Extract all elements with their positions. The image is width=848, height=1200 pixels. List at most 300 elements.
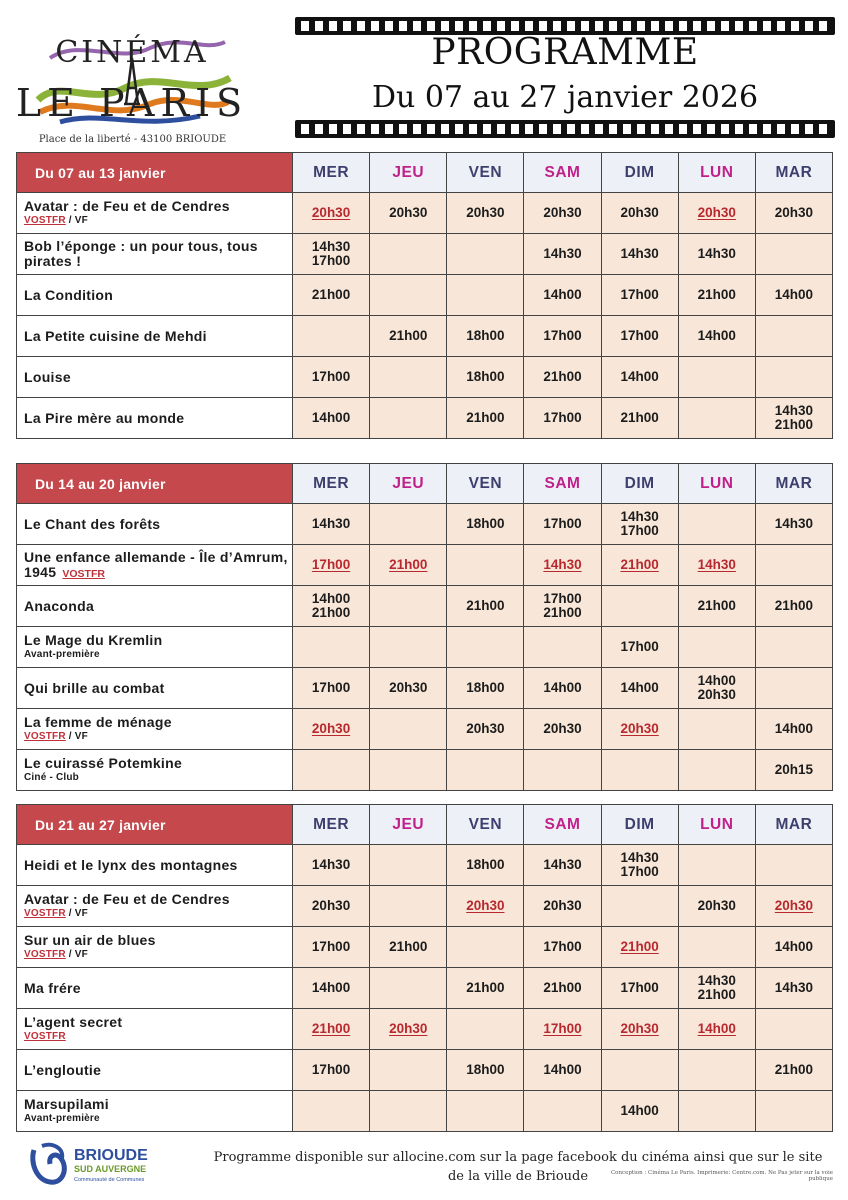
day-header-sam: SAM xyxy=(524,464,601,504)
showtime-cell-dim xyxy=(601,927,678,968)
showtime: 14h00 xyxy=(620,680,659,695)
cinema-le-paris-logo xyxy=(15,18,249,136)
showtime: 18h00 xyxy=(466,369,505,384)
showtime-cell-lun xyxy=(678,316,755,357)
vostfr-label: VOSTFR xyxy=(24,949,66,960)
day-header-ven: VEN xyxy=(447,464,524,504)
showtime: 14h30 xyxy=(620,509,659,524)
showtime-cell-ven xyxy=(447,845,524,886)
showtime-cell-mar xyxy=(755,1091,832,1132)
showtime-cell-jeu xyxy=(370,886,447,927)
showtime-cell-ven xyxy=(447,586,524,627)
showtime-cell-lun xyxy=(678,545,755,586)
film-title: Marsupilami xyxy=(24,1096,109,1112)
schedule-table-week-2 xyxy=(16,463,833,791)
day-header-lun: LUN xyxy=(678,805,755,845)
film-title: Le cuirassé Potemkine xyxy=(24,755,183,771)
film-title: Avatar : de Feu et de Cendres xyxy=(24,891,230,907)
showtime-vostfr: 21h00 xyxy=(620,939,659,954)
showtime-cell-jeu xyxy=(370,545,447,586)
day-header-mar: MAR xyxy=(755,464,832,504)
showtime-cell-dim xyxy=(601,627,678,668)
showtime-cell-sam xyxy=(524,968,601,1009)
showtime-cell-sam xyxy=(524,886,601,927)
showtime-cell-mer xyxy=(293,316,370,357)
showtime: 14h30 xyxy=(774,516,814,531)
showtime: 14h00 xyxy=(311,591,351,606)
showtime-cell-sam xyxy=(524,357,601,398)
film-row xyxy=(17,357,833,398)
showtime-vostfr: 21h00 xyxy=(311,1021,351,1036)
showtime-vostfr: 20h30 xyxy=(620,721,659,736)
showtime: 21h00 xyxy=(697,987,736,1002)
showtime-cell-mer xyxy=(293,709,370,750)
showtime-cell-mer xyxy=(293,927,370,968)
showtime: 14h00 xyxy=(697,673,736,688)
vf-label: / VF xyxy=(65,731,88,742)
showtime-cell-lun xyxy=(678,1009,755,1050)
film-row xyxy=(17,750,833,791)
showtime-cell-dim xyxy=(601,586,678,627)
showtime: 21h00 xyxy=(774,417,814,432)
film-cell xyxy=(17,886,293,927)
day-header-mar: MAR xyxy=(755,805,832,845)
showtime-cell-ven xyxy=(447,193,524,234)
showtime-cell-jeu xyxy=(370,709,447,750)
showtime-cell-jeu xyxy=(370,845,447,886)
showtime-cell-mar xyxy=(755,886,832,927)
showtime-cell-mer xyxy=(293,968,370,1009)
showtime-cell-jeu xyxy=(370,968,447,1009)
showtime-cell-ven xyxy=(447,504,524,545)
showtime-cell-sam xyxy=(524,193,601,234)
week-period-label: Du 14 au 20 janvier xyxy=(17,464,293,504)
week-period-label: Du 21 au 27 janvier xyxy=(17,805,293,845)
film-cell xyxy=(17,709,293,750)
showtime: 17h00 xyxy=(620,287,659,302)
showtime-cell-mar xyxy=(755,750,832,791)
film-cell xyxy=(17,504,293,545)
showtime-cell-sam xyxy=(524,627,601,668)
showtime-cell-sam xyxy=(524,275,601,316)
showtime: 20h30 xyxy=(543,205,582,220)
showtime-cell-dim xyxy=(601,1050,678,1091)
showtime-cell-jeu xyxy=(370,316,447,357)
showtime: 18h00 xyxy=(466,328,505,343)
day-header-dim: DIM xyxy=(601,464,678,504)
showtime-cell-mar xyxy=(755,927,832,968)
showtime-cell-mar xyxy=(755,968,832,1009)
showtime-cell-mar xyxy=(755,709,832,750)
showtime-cell-sam xyxy=(524,1091,601,1132)
showtime: 14h00 xyxy=(311,410,351,425)
showtime-cell-sam xyxy=(524,398,601,439)
showtime: 14h00 xyxy=(543,1062,582,1077)
showtime-cell-jeu xyxy=(370,927,447,968)
showtime-cell-mar xyxy=(755,1009,832,1050)
showtime-cell-sam xyxy=(524,709,601,750)
showtime: 17h00 xyxy=(543,410,582,425)
film-row xyxy=(17,193,833,234)
day-header-mer: MER xyxy=(293,805,370,845)
film-row xyxy=(17,586,833,627)
film-cell xyxy=(17,845,293,886)
vostfr-label: VOSTFR xyxy=(24,215,66,226)
showtime: 14h30 xyxy=(311,516,351,531)
showtime-cell-mar xyxy=(755,193,832,234)
showtime-cell-jeu xyxy=(370,1091,447,1132)
showtime: 14h30 xyxy=(697,973,736,988)
showtime-cell-mer xyxy=(293,398,370,439)
film-cell xyxy=(17,750,293,791)
schedule-header-row xyxy=(17,805,833,845)
showtime-cell-sam xyxy=(524,504,601,545)
showtime-vostfr: 21h00 xyxy=(389,557,428,572)
showtime: 17h00 xyxy=(620,864,659,879)
film-row xyxy=(17,234,833,275)
showtime-cell-ven xyxy=(447,750,524,791)
showtime-cell-mar xyxy=(755,234,832,275)
showtime: 14h30 xyxy=(697,246,736,261)
showtime: 14h30 xyxy=(543,246,582,261)
showtime-cell-jeu xyxy=(370,1009,447,1050)
showtime-cell-lun xyxy=(678,357,755,398)
showtime: 20h30 xyxy=(543,898,582,913)
showtime-cell-lun xyxy=(678,886,755,927)
showtime-cell-mar xyxy=(755,357,832,398)
showtime: 20h30 xyxy=(697,898,736,913)
film-cell xyxy=(17,668,293,709)
showtime-cell-sam xyxy=(524,1009,601,1050)
showtime-cell-sam xyxy=(524,1050,601,1091)
footer-credits: Conception : Cinéma Le Paris. Imprimerie: Centre.com. Ne Pas jeter sur la voie publique xyxy=(610,1170,833,1182)
showtime-cell-ven xyxy=(447,545,524,586)
day-header-mar: MAR xyxy=(755,153,832,193)
showtime: 17h00 xyxy=(543,939,582,954)
showtime-cell-jeu xyxy=(370,1050,447,1091)
day-header-sam: SAM xyxy=(524,153,601,193)
showtime-cell-sam xyxy=(524,586,601,627)
film-row xyxy=(17,1050,833,1091)
film-title: Qui brille au combat xyxy=(24,679,165,696)
film-title: La Pire mère au monde xyxy=(24,409,185,426)
showtime-vostfr: 14h30 xyxy=(543,557,582,572)
showtime-vostfr: 20h30 xyxy=(311,721,351,736)
film-row xyxy=(17,1091,833,1132)
showtime: 14h00 xyxy=(774,287,814,302)
svg-text:CINÉMA: CINÉMA xyxy=(55,35,209,70)
vf-label: / VF xyxy=(65,908,88,919)
showtime: 14h30 xyxy=(311,239,351,254)
showtime-cell-mar xyxy=(755,627,832,668)
film-title: La femme de ménage xyxy=(24,714,172,730)
showtime-cell-lun xyxy=(678,1050,755,1091)
screening-note: Ciné - Club xyxy=(24,772,79,783)
showtime-cell-mer xyxy=(293,357,370,398)
showtime-cell-mer xyxy=(293,668,370,709)
showtime: 21h00 xyxy=(311,605,351,620)
schedule-header-row xyxy=(17,153,833,193)
showtime: 17h00 xyxy=(620,639,659,654)
showtime-cell-mer xyxy=(293,504,370,545)
showtime: 21h00 xyxy=(466,410,505,425)
showtime-cell-sam xyxy=(524,668,601,709)
showtime: 21h00 xyxy=(697,287,736,302)
showtime: 20h30 xyxy=(620,205,659,220)
showtime-cell-ven xyxy=(447,668,524,709)
showtime: 17h00 xyxy=(311,1062,351,1077)
showtime-cell-ven xyxy=(447,357,524,398)
vostfr-label: VOSTFR xyxy=(24,908,66,919)
showtime-cell-sam xyxy=(524,750,601,791)
showtime: 14h00 xyxy=(620,369,659,384)
film-title: Avatar : de Feu et de Cendres xyxy=(24,198,230,214)
showtime: 14h30 xyxy=(620,850,659,865)
showtime-cell-dim xyxy=(601,357,678,398)
week-period-label: Du 07 au 13 janvier xyxy=(17,153,293,193)
showtime: 20h30 xyxy=(543,721,582,736)
showtime: 17h00 xyxy=(543,516,582,531)
showtime-cell-mer xyxy=(293,886,370,927)
showtime: 17h00 xyxy=(543,328,582,343)
showtime-cell-ven xyxy=(447,968,524,1009)
showtime-cell-lun xyxy=(678,193,755,234)
showtime-cell-dim xyxy=(601,750,678,791)
film-title: Le Chant des forêts xyxy=(24,515,161,532)
showtime-cell-mar xyxy=(755,845,832,886)
showtime-cell-dim xyxy=(601,845,678,886)
film-title: L’engloutie xyxy=(24,1061,102,1078)
showtime-cell-jeu xyxy=(370,627,447,668)
showtime-vostfr: 20h30 xyxy=(697,205,736,220)
film-cell xyxy=(17,1050,293,1091)
version-note xyxy=(24,1031,292,1043)
version-note xyxy=(24,908,292,920)
showtime-cell-ven xyxy=(447,234,524,275)
showtime-cell-dim xyxy=(601,275,678,316)
schedule-body xyxy=(17,464,833,791)
showtime: 14h00 xyxy=(774,721,814,736)
film-cell xyxy=(17,627,293,668)
day-header-jeu: JEU xyxy=(370,464,447,504)
showtime-cell-dim xyxy=(601,234,678,275)
showtime-cell-mar xyxy=(755,398,832,439)
showtime-cell-dim xyxy=(601,668,678,709)
film-row xyxy=(17,927,833,968)
film-row xyxy=(17,709,833,750)
showtime: 14h30 xyxy=(543,857,582,872)
showtime-cell-sam xyxy=(524,545,601,586)
showtime-cell-sam xyxy=(524,927,601,968)
showtime: 14h00 xyxy=(543,680,582,695)
schedule-table-week-3 xyxy=(16,804,833,1132)
showtime-cell-ven xyxy=(447,1050,524,1091)
film-row xyxy=(17,275,833,316)
showtime-cell-ven xyxy=(447,398,524,439)
showtime-cell-lun xyxy=(678,709,755,750)
showtime-cell-mer xyxy=(293,1009,370,1050)
showtime-cell-mar xyxy=(755,504,832,545)
showtime-cell-lun xyxy=(678,398,755,439)
showtime-cell-dim xyxy=(601,398,678,439)
showtime-cell-dim xyxy=(601,193,678,234)
showtime: 21h00 xyxy=(311,287,351,302)
showtime: 17h00 xyxy=(620,328,659,343)
schedule-header-row xyxy=(17,464,833,504)
showtime: 21h00 xyxy=(389,939,428,954)
film-row xyxy=(17,845,833,886)
showtime: 14h00 xyxy=(543,287,582,302)
showtime-cell-ven xyxy=(447,927,524,968)
showtime-cell-mar xyxy=(755,545,832,586)
showtime: 18h00 xyxy=(466,516,505,531)
showtime: 14h00 xyxy=(311,980,351,995)
showtime: 14h30 xyxy=(774,980,814,995)
svg-text:LE PARIS: LE PARIS xyxy=(15,81,249,125)
showtime-cell-ven xyxy=(447,1091,524,1132)
schedule-body xyxy=(17,805,833,1132)
showtime: 21h00 xyxy=(389,328,428,343)
film-title: Une enfance allemande - Île d’Amrum, 1945 xyxy=(24,548,288,580)
showtime-cell-jeu xyxy=(370,750,447,791)
showtime-cell-dim xyxy=(601,1091,678,1132)
showtime-cell-dim xyxy=(601,709,678,750)
showtime: 21h00 xyxy=(774,598,814,613)
showtime-vostfr: 21h00 xyxy=(620,557,659,572)
showtime: 14h30 xyxy=(311,857,351,872)
film-cell xyxy=(17,234,293,275)
showtime: 14h30 xyxy=(620,246,659,261)
showtime-cell-sam xyxy=(524,234,601,275)
vostfr-label: VOSTFR xyxy=(62,567,105,580)
film-row xyxy=(17,668,833,709)
showtime-cell-lun xyxy=(678,927,755,968)
film-title: Le Mage du Kremlin xyxy=(24,632,163,648)
showtime-cell-lun xyxy=(678,1091,755,1132)
film-title: Ma frére xyxy=(24,979,81,996)
showtime-cell-mar xyxy=(755,275,832,316)
showtime-cell-jeu xyxy=(370,504,447,545)
showtime: 20h30 xyxy=(389,680,428,695)
film-title: Anaconda xyxy=(24,597,95,614)
film-cell xyxy=(17,275,293,316)
showtime-cell-dim xyxy=(601,504,678,545)
showtime-cell-mer xyxy=(293,627,370,668)
showtime-vostfr: 20h30 xyxy=(389,1021,428,1036)
showtime-cell-mar xyxy=(755,586,832,627)
footer-availability-note: Programme disponible sur allocine.com sur la page facebook du cinéma ainsi que sur le site de la ville de Brioude xyxy=(213,1150,823,1184)
showtime: 17h00 xyxy=(620,523,659,538)
showtime: 21h00 xyxy=(543,980,582,995)
film-cell xyxy=(17,193,293,234)
film-title: L’agent secret xyxy=(24,1014,123,1030)
showtime-cell-dim xyxy=(601,886,678,927)
version-note xyxy=(24,731,292,743)
showtime-vostfr: 14h00 xyxy=(697,1021,736,1036)
film-cell xyxy=(17,586,293,627)
showtime: 17h00 xyxy=(543,591,582,606)
showtime: 21h00 xyxy=(620,410,659,425)
showtime: 17h00 xyxy=(311,369,351,384)
film-cell xyxy=(17,1009,293,1050)
showtime-cell-mer xyxy=(293,545,370,586)
showtime-cell-lun xyxy=(678,504,755,545)
screening-note: Avant-première xyxy=(24,1113,100,1124)
film-title: Louise xyxy=(24,368,71,385)
showtime-cell-lun xyxy=(678,275,755,316)
showtime-cell-dim xyxy=(601,968,678,1009)
film-title: Heidi et le lynx des montagnes xyxy=(24,856,238,873)
showtime: 14h00 xyxy=(774,939,814,954)
showtime-cell-jeu xyxy=(370,668,447,709)
film-cell xyxy=(17,927,293,968)
showtime: 17h00 xyxy=(620,980,659,995)
showtime-cell-lun xyxy=(678,968,755,1009)
showtime: 21h00 xyxy=(543,605,582,620)
showtime-vostfr: 17h00 xyxy=(543,1021,582,1036)
day-header-dim: DIM xyxy=(601,153,678,193)
showtime-cell-dim xyxy=(601,545,678,586)
vf-label: / VF xyxy=(65,949,88,960)
film-cell xyxy=(17,1091,293,1132)
vf-label: / VF xyxy=(65,215,88,226)
showtime-cell-ven xyxy=(447,1009,524,1050)
showtime-cell-mar xyxy=(755,668,832,709)
film-cell xyxy=(17,357,293,398)
showtime: 14h00 xyxy=(697,328,736,343)
day-header-jeu: JEU xyxy=(370,153,447,193)
showtime-cell-ven xyxy=(447,627,524,668)
partner-logo-line1: BRIOUDE xyxy=(74,1147,148,1164)
showtime-cell-jeu xyxy=(370,275,447,316)
showtime-cell-dim xyxy=(601,1009,678,1050)
film-cell xyxy=(17,968,293,1009)
film-title: La Petite cuisine de Mehdi xyxy=(24,327,207,344)
day-header-mer: MER xyxy=(293,464,370,504)
showtime: 17h00 xyxy=(311,680,351,695)
showtime: 20h30 xyxy=(466,205,505,220)
showtime: 20h30 xyxy=(697,687,736,702)
showtime-cell-jeu xyxy=(370,193,447,234)
showtime: 20h15 xyxy=(774,762,814,777)
day-header-lun: LUN xyxy=(678,153,755,193)
showtime-cell-sam xyxy=(524,316,601,357)
brioude-sud-auvergne-logo xyxy=(28,1140,173,1188)
showtime-cell-ven xyxy=(447,275,524,316)
vostfr-label: VOSTFR xyxy=(24,731,66,742)
showtime-cell-lun xyxy=(678,627,755,668)
showtime-cell-mar xyxy=(755,316,832,357)
day-header-ven: VEN xyxy=(447,805,524,845)
page-title: PROGRAMME xyxy=(431,32,699,73)
showtime: 18h00 xyxy=(466,680,505,695)
film-cell xyxy=(17,398,293,439)
showtime: 21h00 xyxy=(543,369,582,384)
vostfr-label: VOSTFR xyxy=(24,1031,66,1042)
showtime-vostfr: 20h30 xyxy=(311,205,351,220)
schedule-body xyxy=(17,153,833,439)
showtime-cell-jeu xyxy=(370,234,447,275)
showtime: 17h00 xyxy=(311,939,351,954)
showtime: 20h30 xyxy=(311,898,351,913)
showtime-cell-lun xyxy=(678,234,755,275)
showtime: 14h30 xyxy=(774,403,814,418)
version-note xyxy=(24,215,292,227)
film-title: La Condition xyxy=(24,286,114,303)
showtime-cell-lun xyxy=(678,750,755,791)
showtime-cell-lun xyxy=(678,668,755,709)
showtime-cell-ven xyxy=(447,886,524,927)
